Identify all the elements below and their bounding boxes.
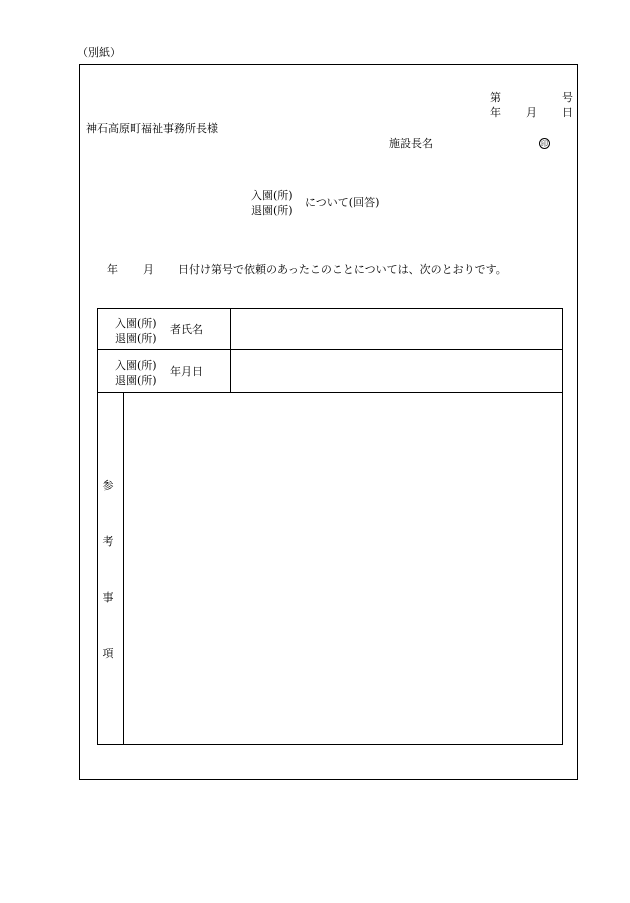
doc-number-suffix: 号 xyxy=(562,91,573,104)
row1-label: 者氏名 xyxy=(170,323,203,336)
remarks-char-3: 事 xyxy=(102,591,114,604)
row1-option-discharge: 退園(所) xyxy=(115,332,157,345)
row1-options xyxy=(115,316,157,346)
remarks-char-2: 考 xyxy=(102,535,114,548)
row2-option-discharge: 退園(所) xyxy=(115,374,157,387)
date-day-label: 日 xyxy=(562,106,573,119)
remarks-char-4: 項 xyxy=(102,647,114,660)
intro-text: 日付け第号で依頼のあったこのことについては、次のとおりです。 xyxy=(178,263,507,276)
title-options xyxy=(251,188,293,218)
doc-number-prefix: 第 xyxy=(490,91,501,104)
title-option-admission: 入園(所) xyxy=(251,189,293,202)
date-year-label: 年 xyxy=(490,106,501,119)
intro-month: 月 xyxy=(143,263,154,276)
seal-icon: 印 xyxy=(541,140,548,148)
row2-option-admission: 入園(所) xyxy=(115,359,157,372)
addressee: 神石高原町福祉事務所長様 xyxy=(86,122,218,135)
title-suffix: について(回答) xyxy=(305,196,380,209)
date-month-label: 月 xyxy=(526,106,537,119)
row2-label: 年月日 xyxy=(170,365,203,378)
attachment-label: （別紙） xyxy=(77,46,121,59)
remarks-field[interactable] xyxy=(126,395,560,742)
remarks-char-1: 参 xyxy=(102,479,114,492)
name-field[interactable] xyxy=(232,310,560,348)
title-option-discharge: 退園(所) xyxy=(251,204,293,217)
row1-option-admission: 入園(所) xyxy=(115,317,157,330)
date-field[interactable] xyxy=(232,351,560,391)
sender-label: 施設長名 xyxy=(389,137,433,150)
row2-options xyxy=(115,358,157,388)
intro-year: 年 xyxy=(107,263,118,276)
